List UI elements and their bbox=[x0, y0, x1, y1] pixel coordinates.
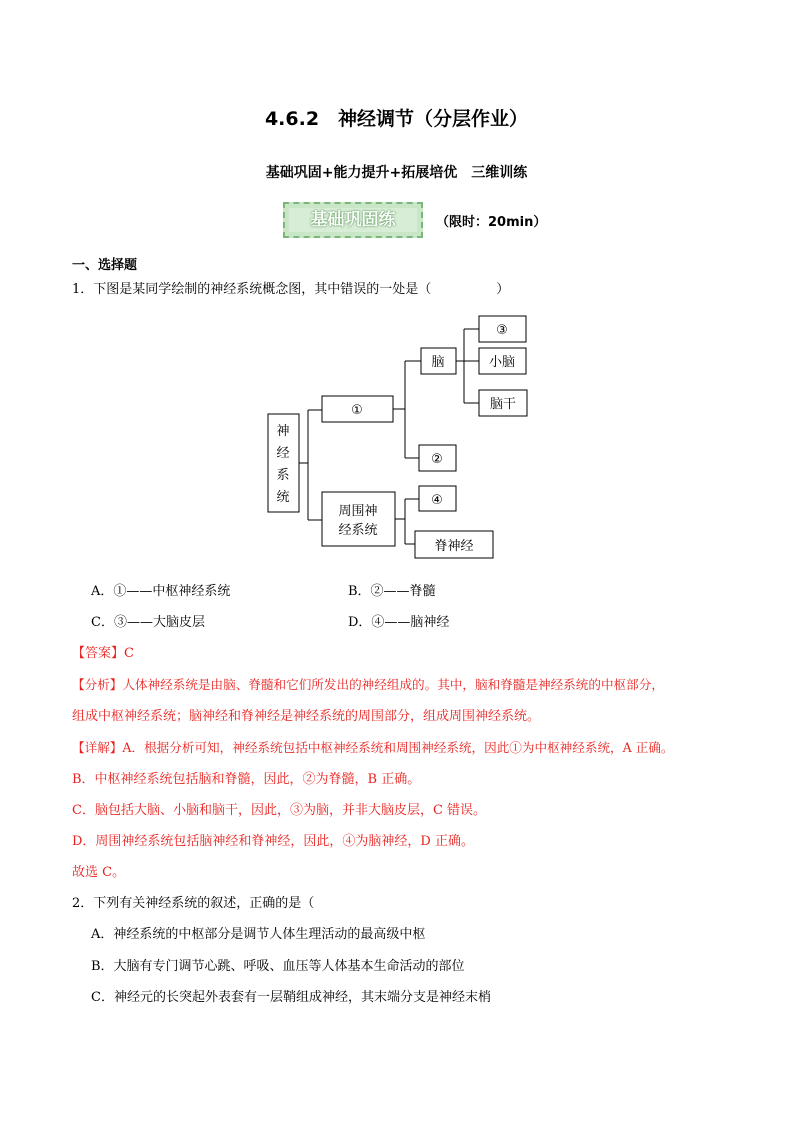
diagram-brainstem-label: 脑干 bbox=[489, 397, 517, 412]
q1-option-a: A．①——中枢神经系统 bbox=[91, 584, 231, 599]
q2-option-c: C．神经元的长突起外表套有一层鞘组成神经，其末端分支是神经末梢 bbox=[91, 990, 491, 1005]
diagram-cerebellum-label: 小脑 bbox=[488, 355, 516, 370]
time-limit: （限时：20min） bbox=[436, 215, 547, 230]
diagram-leaf4-label: ④ bbox=[431, 493, 443, 508]
connector-root bbox=[299, 410, 322, 520]
q1-detail-line3: C．脑包括大脑、小脑和脑干，因此，③为脑，并非大脑皮层，C 错误。 bbox=[72, 803, 487, 818]
q1-option-b: B．②——脊髓 bbox=[348, 584, 436, 599]
q1-detail-line4: D．周围神经系统包括脑神经和脊神经，因此，④为脑神经，D 正确。 bbox=[72, 834, 474, 849]
connector-brain bbox=[456, 329, 479, 403]
diagram-peripheral-line1: 周围神 bbox=[338, 504, 378, 519]
diagram-spinal-nerve-label: 脊神经 bbox=[434, 539, 474, 554]
q1-detail-line1: 【详解】A．根据分析可知，神经系统包括中枢神经系统和周围神经系统，因此①为中枢神经系统，A 正确。 bbox=[72, 740, 674, 755]
diagram-branch1-label: ① bbox=[351, 403, 363, 418]
section-heading: 一、选择题 bbox=[72, 258, 138, 273]
q1-stem: 1．下图是某同学绘制的神经系统概念图，其中错误的一处是（ ） bbox=[72, 282, 510, 297]
q2-option-a: A．神经系统的中枢部分是调节人体生理活动的最高级中枢 bbox=[91, 927, 426, 942]
q1-answer: 【答案】C bbox=[72, 646, 134, 661]
diagram-root-char-4: 统 bbox=[276, 490, 290, 505]
page-title: 4.6.2 神经调节（分层作业） bbox=[264, 108, 529, 130]
q2-stem: 2．下列有关神经系统的叙述，正确的是（ bbox=[72, 896, 315, 911]
diagram-root-char-2: 经 bbox=[276, 446, 290, 461]
q1-analysis-line1: 【分析】人体神经系统是由脑、脊髓和它们所发出的神经组成的。其中，脑和脊髓是神经系统的中枢部分， bbox=[72, 677, 664, 692]
diagram-root-char-1: 神 bbox=[276, 424, 290, 439]
q1-analysis-line2: 组成中枢神经系统；脑神经和脊神经是神经系统的周围部分，组成周围神经系统。 bbox=[72, 709, 541, 724]
q1-option-d: D．④——脑神经 bbox=[348, 615, 450, 630]
q1-detail-line2: B．中枢神经系统包括脑和脊髓，因此，②为脊髓，B 正确。 bbox=[72, 772, 421, 787]
q1-conclusion: 故选 C。 bbox=[72, 865, 126, 880]
diagram-peripheral-line2: 经系统 bbox=[338, 523, 378, 538]
level-badge-label: 基础巩固练 bbox=[289, 208, 417, 232]
diagram-leaf2-label: ② bbox=[431, 452, 443, 467]
level-badge bbox=[283, 202, 423, 238]
diagram-root-char-3: 系 bbox=[276, 468, 290, 483]
diagram-leaf3-label: ③ bbox=[496, 323, 508, 338]
concept-diagram bbox=[265, 312, 535, 564]
page-subtitle: 基础巩固+能力提升+拓展培优 三维训练 bbox=[265, 165, 528, 181]
diagram-brain-label: 脑 bbox=[431, 355, 445, 370]
q2-option-b: B．大脑有专门调节心跳、呼吸、血压等人体基本生命活动的部位 bbox=[91, 959, 465, 974]
q1-option-c: C．③——大脑皮层 bbox=[91, 615, 205, 630]
connector-branch1 bbox=[393, 361, 421, 458]
